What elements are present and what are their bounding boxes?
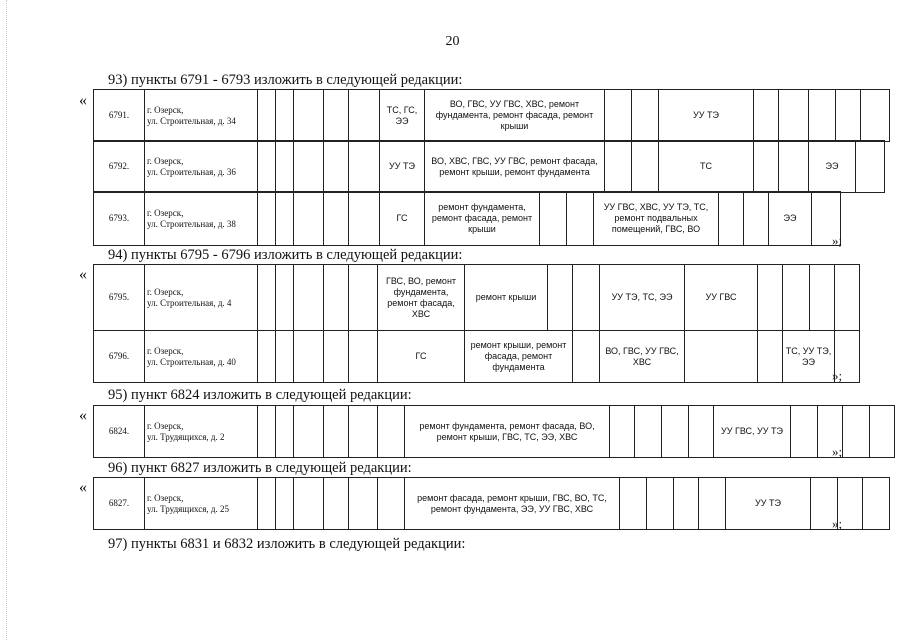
cell-works: ГС bbox=[378, 331, 465, 383]
cell-works: УУ ТЭ bbox=[380, 141, 425, 193]
quote-open: « bbox=[79, 407, 87, 424]
empty-cell bbox=[276, 90, 294, 142]
empty-cell bbox=[779, 90, 809, 142]
section-heading-94: 94) пункты 6795 - 6796 изложить в следующей редакции: bbox=[108, 247, 463, 263]
empty-cell bbox=[810, 265, 835, 331]
cell-works: ремонт фундамента, ремонт фасада, ремонт крыши bbox=[425, 192, 540, 246]
quote-open: « bbox=[79, 92, 87, 109]
empty-cell bbox=[276, 478, 294, 530]
empty-cell bbox=[620, 478, 647, 530]
empty-cell bbox=[258, 141, 276, 193]
quote-close: »; bbox=[832, 444, 843, 459]
row-number: 6795. bbox=[94, 265, 145, 331]
empty-cell bbox=[294, 331, 324, 383]
empty-cell bbox=[699, 478, 726, 530]
empty-cell bbox=[276, 331, 294, 383]
row-address: г. Озерск, ул. Трудящихся, д. 25 bbox=[145, 478, 258, 530]
page-margin-line bbox=[6, 0, 7, 640]
empty-cell bbox=[647, 478, 674, 530]
cell-works: ремонт фундамента, ремонт фасада, ВО, ремонт крыши, ГВС, ТС, ЭЭ, ХВС bbox=[405, 406, 610, 458]
table-95 bbox=[93, 405, 895, 458]
empty-cell bbox=[324, 90, 349, 142]
empty-cell bbox=[258, 90, 276, 142]
empty-cell bbox=[783, 265, 810, 331]
table-row bbox=[94, 192, 841, 246]
empty-cell bbox=[689, 406, 714, 458]
empty-cell bbox=[719, 192, 744, 246]
page-number: 20 bbox=[445, 34, 460, 49]
empty-cell bbox=[258, 478, 276, 530]
empty-cell bbox=[349, 141, 380, 193]
cell-works: ВО, ГВС, УУ ГВС, ХВС, ремонт фундамента, ремонт фасада, ремонт крыши bbox=[425, 90, 605, 142]
table-row bbox=[94, 265, 860, 331]
row-number: 6796. bbox=[94, 331, 145, 383]
empty-cell bbox=[349, 478, 378, 530]
empty-cell bbox=[349, 192, 380, 246]
row-number: 6827. bbox=[94, 478, 145, 530]
row-address: г. Озерск, ул. Строительная, д. 40 bbox=[145, 331, 258, 383]
cell-works: ЭЭ bbox=[809, 141, 856, 193]
cell-works: ВО, ГВС, УУ ГВС, ХВС bbox=[600, 331, 685, 383]
table-row bbox=[94, 90, 890, 142]
empty-cell bbox=[605, 90, 632, 142]
row-address: г. Озерск, ул. Строительная, д. 4 bbox=[145, 265, 258, 331]
table-row bbox=[94, 331, 860, 383]
empty-cell bbox=[754, 90, 779, 142]
empty-cell bbox=[744, 192, 769, 246]
cell-works: ТС, УУ ТЭ, ЭЭ bbox=[783, 331, 835, 383]
empty-cell bbox=[349, 406, 378, 458]
empty-cell bbox=[548, 265, 573, 331]
cell-works: УУ ТЭ bbox=[659, 90, 754, 142]
empty-cell bbox=[378, 478, 405, 530]
empty-cell bbox=[632, 90, 659, 142]
quote-close: »; bbox=[832, 233, 843, 248]
empty-cell bbox=[632, 141, 659, 193]
empty-cell bbox=[378, 406, 405, 458]
empty-cell bbox=[758, 265, 783, 331]
empty-cell bbox=[843, 406, 870, 458]
empty-cell bbox=[685, 331, 758, 383]
empty-cell bbox=[276, 265, 294, 331]
empty-cell bbox=[294, 265, 324, 331]
empty-cell bbox=[540, 192, 567, 246]
cell-works: ЭЭ bbox=[769, 192, 812, 246]
empty-cell bbox=[276, 141, 294, 193]
empty-cell bbox=[863, 478, 890, 530]
table-row bbox=[94, 406, 895, 458]
table-94 bbox=[93, 264, 860, 383]
empty-cell bbox=[324, 265, 349, 331]
empty-cell bbox=[573, 331, 600, 383]
section-heading-96: 96) пункт 6827 изложить в следующей редакции: bbox=[108, 460, 412, 476]
section-heading-95: 95) пункт 6824 изложить в следующей редакции: bbox=[108, 387, 412, 403]
row-number: 6793. bbox=[94, 192, 145, 246]
empty-cell bbox=[324, 192, 349, 246]
row-number: 6824. bbox=[94, 406, 145, 458]
cell-works: ВО, ХВС, ГВС, УУ ГВС, ремонт фасада, ремонт крыши, ремонт фундамента bbox=[425, 141, 605, 193]
cell-works: УУ ТЭ, ТС, ЭЭ bbox=[600, 265, 685, 331]
empty-cell bbox=[294, 90, 324, 142]
empty-cell bbox=[758, 331, 783, 383]
quote-close: »; bbox=[832, 516, 843, 531]
empty-cell bbox=[754, 141, 779, 193]
row-number: 6791. bbox=[94, 90, 145, 142]
empty-cell bbox=[870, 406, 895, 458]
empty-cell bbox=[349, 265, 378, 331]
row-address: г. Озерск, ул. Трудящихся, д. 2 bbox=[145, 406, 258, 458]
empty-cell bbox=[294, 478, 324, 530]
row-address: г. Озерск, ул. Строительная, д. 38 bbox=[145, 192, 258, 246]
empty-cell bbox=[605, 141, 632, 193]
section-heading-97: 97) пункты 6831 и 6832 изложить в следующей редакции: bbox=[108, 536, 466, 552]
quote-open: « bbox=[79, 266, 87, 283]
row-address: г. Озерск, ул. Строительная, д. 36 bbox=[145, 141, 258, 193]
row-address: г. Озерск, ул. Строительная, д. 34 bbox=[145, 90, 258, 142]
table-93c bbox=[93, 191, 841, 246]
row-number: 6792. bbox=[94, 141, 145, 193]
empty-cell bbox=[674, 478, 699, 530]
empty-cell bbox=[294, 192, 324, 246]
empty-cell bbox=[835, 265, 860, 331]
empty-cell bbox=[836, 90, 861, 142]
empty-cell bbox=[258, 192, 276, 246]
empty-cell bbox=[258, 265, 276, 331]
table-93 bbox=[93, 89, 890, 142]
empty-cell bbox=[349, 90, 380, 142]
cell-works: ремонт крыши bbox=[465, 265, 548, 331]
table-row bbox=[94, 478, 890, 530]
empty-cell bbox=[258, 406, 276, 458]
cell-works: ТС bbox=[659, 141, 754, 193]
empty-cell bbox=[294, 141, 324, 193]
table-96 bbox=[93, 477, 890, 530]
cell-works: ГВС, ВО, ремонт фундамента, ремонт фасада, ХВС bbox=[378, 265, 465, 331]
empty-cell bbox=[809, 90, 836, 142]
cell-works: УУ ГВС, УУ ТЭ bbox=[714, 406, 791, 458]
cell-works: УУ ТЭ bbox=[726, 478, 811, 530]
section-heading-93: 93) пункты 6791 - 6793 изложить в следующей редакции: bbox=[108, 72, 463, 88]
empty-cell bbox=[635, 406, 662, 458]
empty-cell bbox=[276, 192, 294, 246]
empty-cell bbox=[324, 406, 349, 458]
cell-works: ремонт фасада, ремонт крыши, ГВС, ВО, ТС, ремонт фундамента, ЭЭ, УУ ГВС, ХВС bbox=[405, 478, 620, 530]
quote-open: « bbox=[79, 479, 87, 496]
empty-cell bbox=[294, 406, 324, 458]
empty-cell bbox=[567, 192, 594, 246]
empty-cell bbox=[324, 478, 349, 530]
empty-cell bbox=[258, 331, 276, 383]
quote-close: »; bbox=[832, 368, 843, 383]
cell-works: УУ ГВС, ХВС, УУ ТЭ, ТС, ремонт подвальных помещений, ГВС, ВО bbox=[594, 192, 719, 246]
empty-cell bbox=[610, 406, 635, 458]
empty-cell bbox=[791, 406, 818, 458]
empty-cell bbox=[349, 331, 378, 383]
empty-cell bbox=[324, 331, 349, 383]
empty-cell bbox=[324, 141, 349, 193]
empty-cell bbox=[856, 141, 885, 193]
table-93b bbox=[93, 140, 885, 193]
empty-cell bbox=[276, 406, 294, 458]
empty-cell bbox=[861, 90, 890, 142]
cell-works: ремонт крыши, ремонт фасада, ремонт фундамента bbox=[465, 331, 573, 383]
table-row bbox=[94, 141, 885, 193]
cell-works: ГС bbox=[380, 192, 425, 246]
empty-cell bbox=[662, 406, 689, 458]
cell-works: УУ ГВС bbox=[685, 265, 758, 331]
empty-cell bbox=[573, 265, 600, 331]
empty-cell bbox=[779, 141, 809, 193]
cell-works: ТС, ГС, ЭЭ bbox=[380, 90, 425, 142]
